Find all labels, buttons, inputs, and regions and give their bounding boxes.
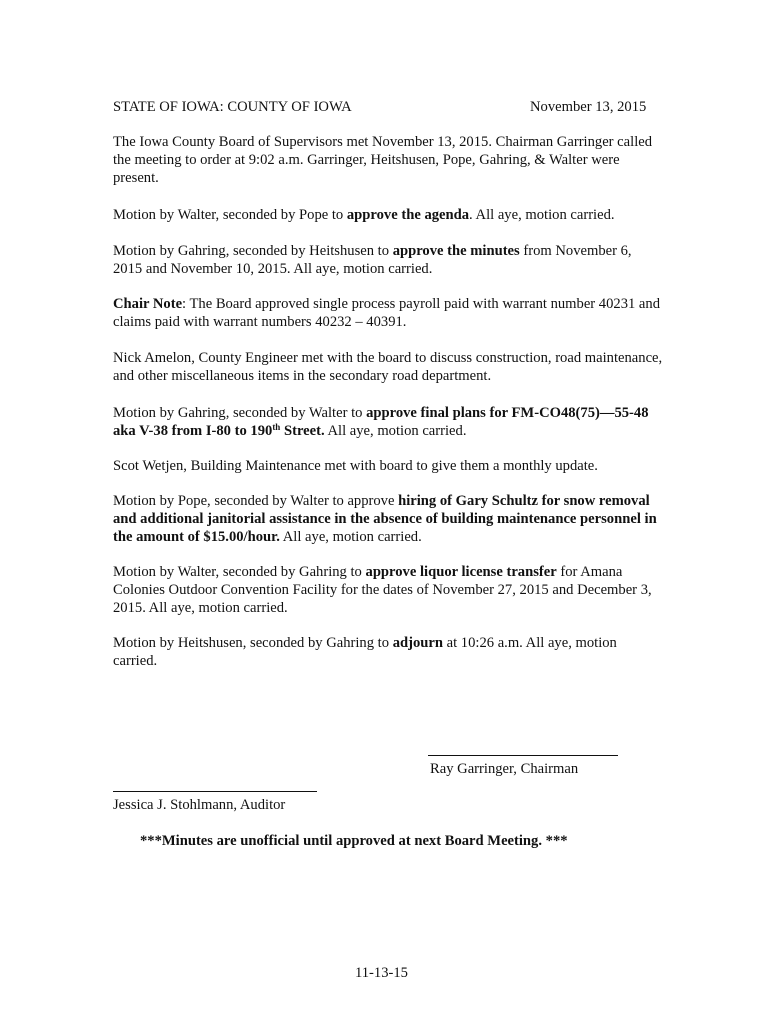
paragraph-hiring-motion: [113, 492, 663, 546]
motion-action-text: approve final plans for FM-CO48(75)—55-48 aka V-38 from I-80 to 190: [113, 405, 649, 439]
motion-action: hiring of Gary Schultz for snow removal and additional janitorial assistance in the absence of building maintenance personnel in the amount of $15.00/hour.: [113, 493, 657, 545]
motion-action-end: Street.: [280, 423, 325, 439]
paragraph-agenda-motion: [113, 206, 663, 224]
motion-result: from November 6, 2015 and November 10, 2015. All aye, motion carried.: [113, 243, 632, 277]
motion-text: Motion by Pope, seconded by Walter to approve: [113, 493, 399, 509]
paragraph-adjourn-motion: [113, 634, 663, 670]
motion-action: approve the minutes: [392, 243, 520, 259]
motion-result: All aye, motion carried.: [279, 529, 422, 545]
motion-text: Motion by Walter, seconded by Gahring to: [113, 564, 366, 580]
chair-note-text: : The Board approved single process payroll paid with warrant number 40231 and claims paid with warrant numbers 40232 – 40391.: [113, 296, 661, 330]
motion-action: adjourn: [392, 635, 443, 651]
motion-action: approve the agenda: [346, 207, 470, 223]
motion-action: approve liquor license transfer: [365, 564, 557, 580]
paragraph-final-plans-motion: [113, 404, 663, 440]
chairman-signature-name: Ray Garringer, Chairman: [430, 761, 579, 777]
motion-result: . All aye, motion carried.: [469, 207, 615, 223]
paragraph-chair-note: [113, 295, 663, 331]
auditor-signature-line: [113, 791, 317, 792]
chair-note-label: Chair Note: [113, 296, 183, 312]
motion-text: Motion by Gahring, seconded by Walter to: [113, 405, 367, 421]
unofficial-notice: ***Minutes are unofficial until approved at next Board Meeting. ***: [140, 833, 568, 849]
motion-result: for Amana Colonies Outdoor Convention Facility for the dates of November 27, 2015 and December 3, 2015. All aye, motion carried.: [113, 564, 652, 616]
paragraph-meeting-call: The Iowa County Board of Supervisors met November 13, 2015. Chairman Garringer called the meeting to order at 9:02 a.m. Garringer, Heitshusen, Pope, Gahring, & Walter were present.: [113, 134, 653, 186]
paragraph-engineer-report: Nick Amelon, County Engineer met with the board to discuss construction, road maintenance, and other miscellaneous items in the secondary road department.: [113, 350, 663, 384]
paragraph-minutes-motion: [113, 242, 663, 278]
chairman-signature-line: [428, 755, 618, 756]
document-header-date: November 13, 2015: [530, 99, 647, 115]
motion-text: Motion by Heitshusen, seconded by Gahring to: [113, 635, 393, 651]
motion-result: at 10:26 a.m. All aye, motion carried.: [113, 635, 617, 669]
auditor-signature-name: Jessica J. Stohlmann, Auditor: [113, 797, 286, 813]
motion-result: All aye, motion carried.: [324, 423, 467, 439]
motion-text: Motion by Walter, seconded by Pope to: [113, 207, 347, 223]
paragraph-liquor-license-motion: [113, 563, 663, 617]
motion-text: Motion by Gahring, seconded by Heitshusen to: [113, 243, 393, 259]
page-footer-date: 11-13-15: [355, 965, 408, 981]
paragraph-maintenance-update: Scot Wetjen, Building Maintenance met with board to give them a monthly update.: [113, 458, 598, 474]
document-header-jurisdiction: STATE OF IOWA: COUNTY OF IOWA: [113, 99, 352, 115]
ordinal-suffix: th: [272, 422, 281, 432]
